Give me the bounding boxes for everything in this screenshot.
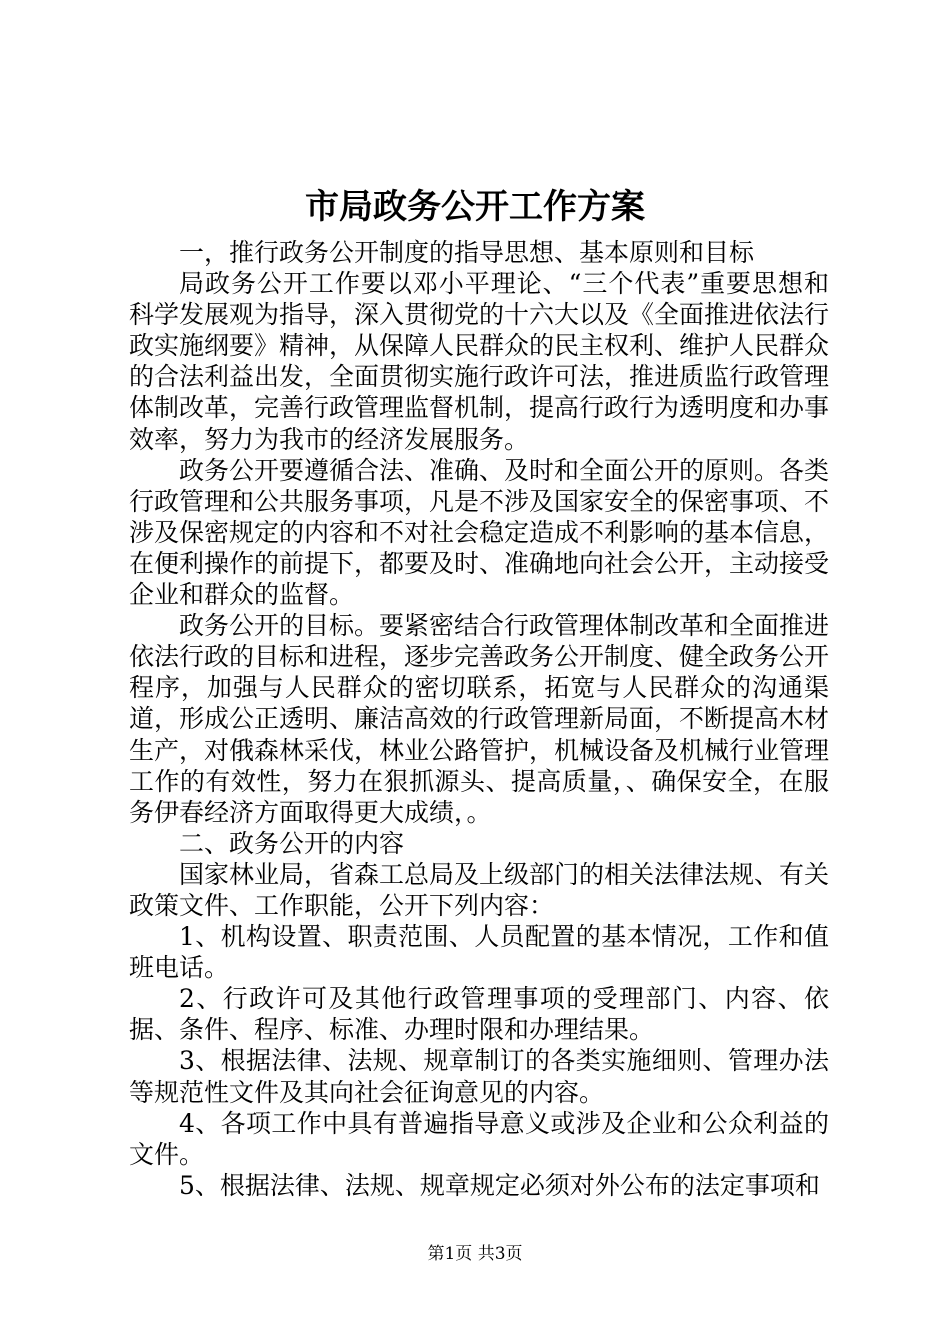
paragraph-principles: 政务公开要遵循合法、准确、及时和全面公开的原则。各类行政管理和公共服务事项，凡是不涉及国家安全的保密事项、不涉及保密规定的内容和不对社会稳定造成不利影响的基本信息，在便利操作的前提下，都要及时、准确地向社会公开，主动接受企业和群众的监督。 — [129, 455, 830, 610]
paragraph-content-intro: 国家林业局，省森工总局及上级部门的相关法律法规、有关政策文件、工作职能，公开下列内容： — [129, 859, 830, 920]
list-item-4: 4、各项工作中具有普遍指导意义或涉及企业和公众利益的文件。 — [129, 1108, 829, 1169]
section-heading-2: 二、政务公开的内容 — [179, 828, 405, 858]
paragraph-guiding-ideology: 局政务公开工作要以邓小平理论、“三个代表”重要思想和科学发展观为指导，深入贯彻党的十六大以及《全面推进依法行政实施纲要》精神，从保障人民群众的民主权利、维护人民群众的合法利益出发，全面贯彻实施行政许可法，推进质监行政管理体制改革，完善行政管理监督机制，提高行政行为透明度和办事效率，努力为我市的经济发展服务。 — [129, 269, 830, 454]
page-number-footer: 第1页 共3页 — [427, 1244, 523, 1264]
list-item-3: 3、根据法律、法规、规章制订的各类实施细则、管理办法等规范性文件及其向社会征询意见的内容。 — [129, 1046, 829, 1107]
list-item-1: 1、机构设置、职责范围、人员配置的基本情况，工作和值班电话。 — [129, 922, 829, 983]
list-item-2: 2、行政许可及其他行政管理事项的受理部门、内容、依据、条件、程序、标准、办理时限和办理结果。 — [129, 984, 829, 1045]
paragraph-goals: 政务公开的目标。要紧密结合行政管理体制改革和全面推进依法行政的目标和进程，逐步完善政务公开制度、健全政务公开程序，加强与人民群众的密切联系，拓宽与人民群众的沟通渠道，形成公正透明、廉洁高效的行政管理新局面，不断提高木材生产，对俄森林采伐，林业公路管护，机械设备及机械行业管理工作的有效性，努力在狠抓源头、提高质量，、确保安全，在服务伊春经济方面取得更大成绩，。 — [129, 611, 830, 827]
list-item-5: 5、根据法律、法规、规章规定必须对外公布的法定事项和 — [179, 1170, 820, 1200]
document-body — [129, 237, 829, 1201]
document-title: 市局政务公开工作方案 — [305, 187, 645, 227]
section-heading-1: 一，推行政务公开制度的指导思想、基本原则和目标 — [179, 238, 755, 267]
